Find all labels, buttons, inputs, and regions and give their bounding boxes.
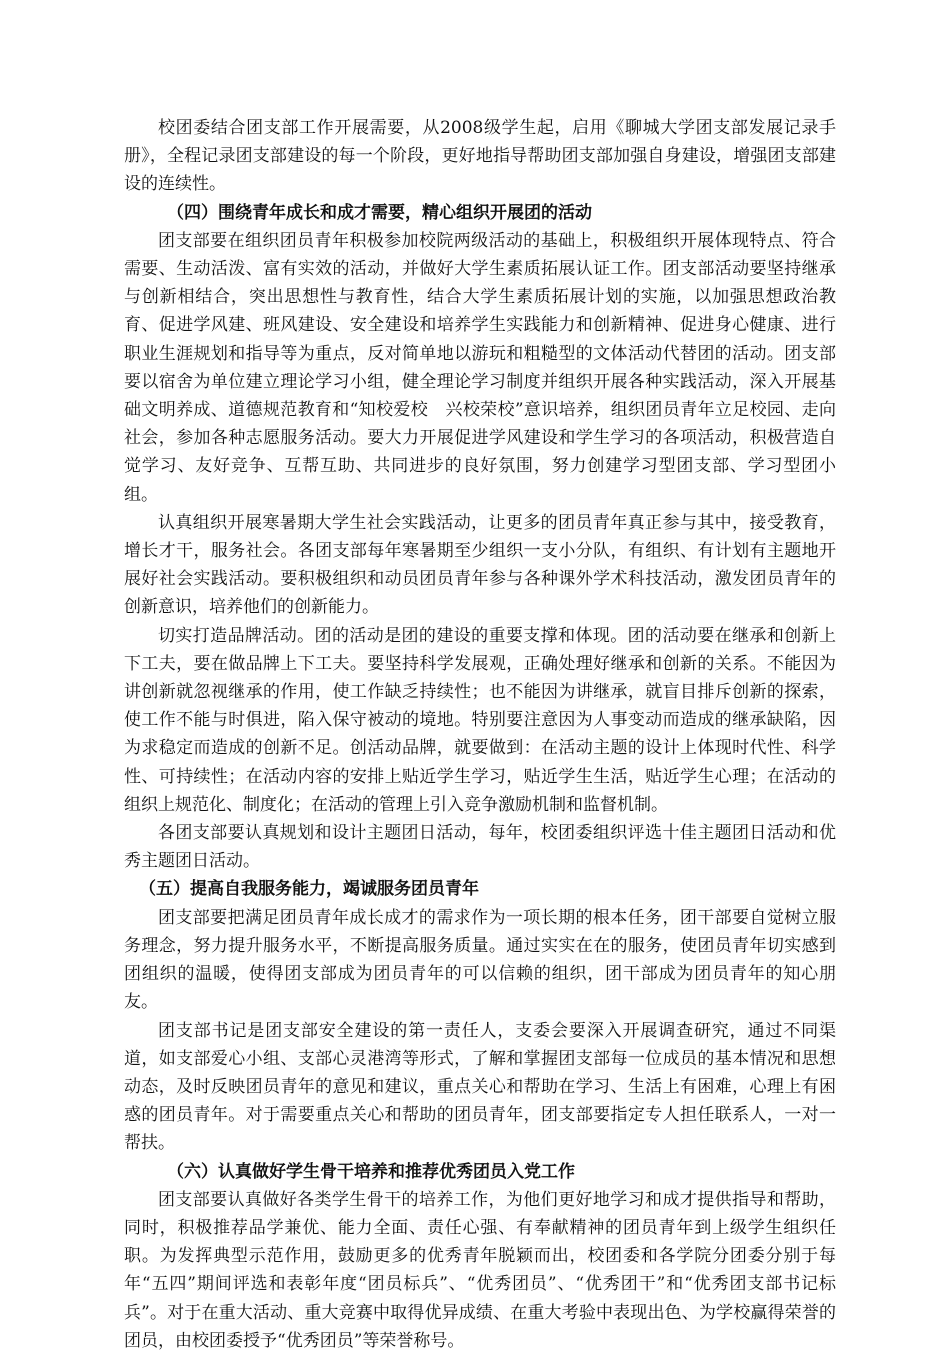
paragraph: 各团支部要认真规划和设计主题团日活动，每年，校团委组织评选十佳主题团日活动和优秀主题团日活动。 <box>124 823 836 872</box>
section-heading: （六）认真做好学生骨干培养和推荐优秀团员入党工作 <box>167 1161 575 1182</box>
paragraph: 校团委结合团支部工作开展需要，从2008级学生起，启用《聊城大学团支部发展记录手册》，全程记录团支部建设的每一个阶段，更好地指导帮助团支部加强自身建设，增强团支部建设的连续性。 <box>124 118 836 195</box>
document-body <box>124 114 836 1355</box>
paragraph: 团支部要把满足团员青年成长成才的需求作为一项长期的根本任务，团干部要自觉树立服务理念，努力提升服务水平，不断提高服务质量。通过实实在在的服务，使团员青年切实感到团组织的温暖，使得团支部成为团员青年的可以信赖的组织，团干部成为团员青年的知心朋友。 <box>124 907 836 1013</box>
section-heading: （四）围绕青年成长和成才需要，精心组织开展团的活动 <box>167 202 592 223</box>
section-heading: （五）提高自我服务能力，竭诚服务团员青年 <box>139 879 479 900</box>
paragraph: 认真组织开展寒暑期大学生社会实践活动，让更多的团员青年真正参与其中，接受教育，增长才干，服务社会。各团支部每年寒暑期至少组织一支小分队，有组织、有计划有主题地开展好社会实践活动。要积极组织和动员团员青年参与各种课外学术科技活动，激发团员青年的创新意识，培养他们的创新能力。 <box>124 512 836 618</box>
paragraph: 切实打造品牌活动。团的活动是团的建设的重要支撑和体现。团的活动要在继承和创新上下工夫，要在做品牌上下工夫。要坚持科学发展观，正确处理好继承和创新的关系。不能因为讲创新就忽视继承的作用，使工作缺乏持续性；也不能因为讲继承，就盲目排斥创新的探索，使工作不能与时俱进，陷入保守被动的境地。特别要注意因为人事变动而造成的继承缺陷，因为求稳定而造成的创新不足。创活动品牌，就要做到：在活动主题的设计上体现时代性、科学性、可持续性；在活动内容的安排上贴近学生学习，贴近学生生活，贴近学生心理；在活动的组织上规范化、制度化；在活动的管理上引入竞争激励机制和监督机制。 <box>124 625 836 815</box>
paragraph: 团支部要在组织团员青年积极参加校院两级活动的基础上，积极组织开展体现特点、符合需要、生动活泼、富有实效的活动，并做好大学生素质拓展认证工作。团支部活动要坚持继承与创新相结合，突出思想性与教育性，结合大学生素质拓展计划的实施，以加强思想政治教育、促进学风建、班风建设、安全建设和培养学生实践能力和创新精神、促进身心健康、进行职业生涯规划和指导等为重点，反对简单地以游玩和粗糙型的文体活动代替团的活动。团支部要以宿舍为单位建立理论学习小组，健全理论学习制度并组织开展各种实践活动，深入开展基础文明养成、道德规范教育和“知校爱校 兴校荣校”意识培养，组织团员青年立足校园、走向社会，参加各种志愿服务活动。要大力开展促进学风建设和学生学习的各项活动，积极营造自觉学习、友好竞争、互帮互助、共同进步的良好氛围，努力创建学习型团支部、学习型团小组。 <box>124 230 836 505</box>
paragraph: 团支部书记是团支部安全建设的第一责任人，支委会要深入开展调查研究，通过不同渠道，如支部爱心小组、支部心灵港湾等形式，了解和掌握团支部每一位成员的基本情况和思想动态，及时反映团员青年的意见和建议，重点关心和帮助在学习、生活上有困难，心理上有困惑的团员青年。对于需要重点关心和帮助的团员青年，团支部要指定专人担任联系人，一对一帮扶。 <box>124 1020 836 1154</box>
paragraph: 团支部要认真做好各类学生骨干的培养工作，为他们更好地学习和成才提供指导和帮助，同时，积极推荐品学兼优、能力全面、责任心强、有奉献精神的团员青年到上级学生组织任职。为发挥典型示范作用，鼓励更多的优秀青年脱颖而出，校团委和各学院分团委分别于每年“五四”期间评选和表彰年度“团员标兵”、“优秀团员”、“优秀团干”和“优秀团支部书记标兵”。对于在重大活动、重大竞赛中取得优异成绩、在重大考验中表现出色、为学校赢得荣誉的团员，由校团委授予“优秀团员”等荣誉称号。 <box>124 1189 836 1351</box>
